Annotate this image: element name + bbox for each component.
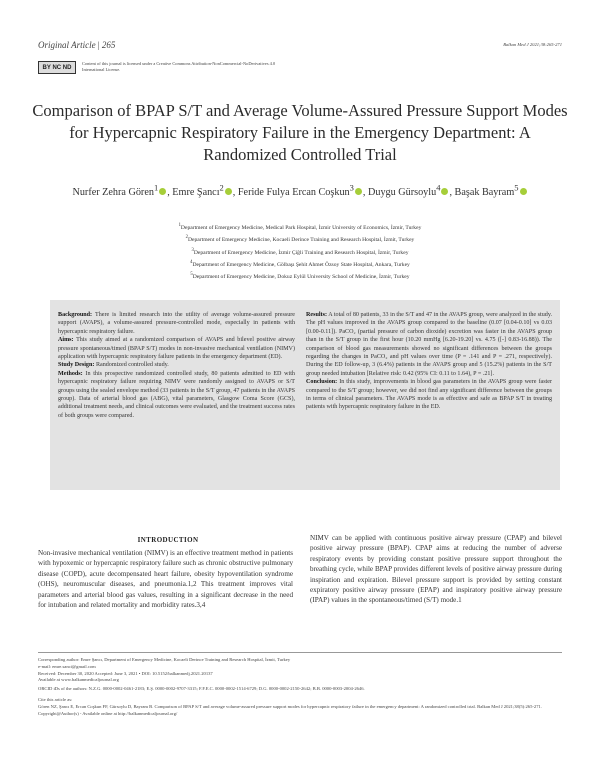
copyright[interactable]: Copyright@Author(s) - Available online at http://balkanmedicaljournal.org/ — [38, 710, 178, 716]
author-email[interactable]: e-mail: emre.sanci@gmail.com — [38, 663, 96, 669]
orcid-icon[interactable] — [159, 188, 166, 195]
cite-text: Gören NZ, Şancı E, Ercan Coşkun FF, Gürsoylu D, Bayram B. Comparison of BPAP S/T and average volume-assured pressure support modes for hypercapnic respiratory failure in the emergency department: A randomized controlled trial. Balkan Med J 2021;38(5):265-271. — [38, 703, 542, 709]
affiliation-list — [30, 221, 570, 282]
author: Nurfer Zehra Gören$^1$ , — [72, 183, 173, 199]
orcid-icon[interactable] — [520, 188, 527, 195]
intro-paragraph-1: Non-invasive mechanical ventilation (NIMV) is an effective treatment method in patients with hypoxemic or hypercapnic respiratory failure such as chronic obstructive pulmonary disease (COPD), acute decompensated heart failure, obesity hypoventilation syndrome (OHS), neuromuscular diseases, and pneumonia.1,2 This treatment improves vital parameters and arterial blood gas values, resulting in a significant decrease in the need for intubation and related mortality and morbidity rates.3,4 — [38, 549, 293, 610]
abstract-right-column — [306, 311, 552, 412]
affiliation: $^5$Department of Emergency Medicine, Dokuz Eylül University School of Medicine, İzmir, Turkey — [190, 272, 410, 280]
page-number: 265 — [101, 40, 116, 50]
author: Başak Bayram$^5$ — [455, 187, 528, 198]
running-header — [38, 40, 115, 50]
author-list — [30, 183, 570, 198]
cite-label: Cite this article as: — [38, 697, 73, 702]
available-link[interactable]: Available at www.balkanmedicaljournal.org — [38, 677, 119, 683]
cc-badge-text: BY NC ND — [42, 64, 72, 71]
orcid-icon[interactable] — [441, 188, 448, 195]
citation-block — [38, 697, 562, 717]
affiliation: $^3$Department of Emergency Medicine, İzmir Çiğli Training and Research Hospital, İzmir, Turkey — [191, 247, 409, 256]
author: Emre Şancı$^2$ , — [172, 183, 238, 199]
affiliation: $^2$Department of Emergency Medicine, Kocaeli Derince Training and Research Hospital, İzmit, Turkey — [185, 235, 415, 244]
abstract-results: Results: A total of 80 patients, 33 in the S/T and 47 in the AVAPS group, were analyzed in the study. The pH values improved in the AVAPS group compared to the baseline (0.07 [0.04-0.10] vs 0.03 [0.00-0.11]). PaCO₂ (partial pressure of carbon dioxide) excretion was faster in the AVAPS group than in the S/T group in the first hour (10.20 mmHg [6.20-19.20] vs. 4.75 ([-] 0.83-16.88)). The comparison of blood gas measurements showed no significant differences between the groups regarding the changes in PaCO₂ and pH values over time (P = .141 and P = .271, respectively). During the ED follow-up, 3 (6.4%) patients in the AVAPS group and 5 (15.2%) patients in the S/T group needed intubation [Relative risk: 0.42 (95% CI: 0.11 to 1.64), P = .21]. — [306, 312, 553, 377]
intro-paragraph-2: NIMV can be applied with continuous positive airway pressure (CPAP) and bilevel positive airway pressure (BPAP). CPAP aims at reducing the number of adverse respiratory events by providing constant positive pressure support throughout the breathing cycle, while BPAP provides different levels of positive airway pressure during inspiration and expiration. Bilevel pressure support is provided by setting constant expiratory positive airway pressure (EPAP) and inspiratory positive airway pressure (IPAP) values in the spontaneous/timed (S/T) mode.1 — [310, 534, 562, 605]
header-separator: | — [97, 40, 100, 50]
abstract-aims: Aims: This study aimed at a randomized comparison of AVAPS and bilevel positive airway pressure spontaneous/timed (BPAP S/T) modes in non-invasive mechanical ventilation (NIMV) application with hypercapnic respiratory failure patients in the emergency department (ED). — [58, 337, 295, 361]
abstract-design: Study Design: Randomized controlled study. — [58, 362, 169, 369]
orcid-ids: ORCID iDs of the authors: N.Z.G. 0000-0002-0461-2183; E.Ş. 0000-0002-9707-3315; F.F.E.C. 0000-0002-1514-6729; D.G. 0000-0002-2150-2642; B.B. 0000-0003-2004-2646. — [38, 686, 365, 691]
orcid-icon[interactable] — [225, 188, 232, 195]
affiliation: $^4$Department of Emergency Medicine, Gölbaşı Şehit Ahmet Özsoy State Hospital, Ankara, Turkey — [190, 259, 410, 268]
author: Duygu Gürsoylu$^4$ , — [368, 183, 455, 199]
abstract-methods: Methods: In this prospective randomized controlled study, 80 patients admitted to ED with hypercapnic respiratory failure requiring NIMV were randomly assigned to AVAPS or S/T groups using the sealed envelope method (33 patients in the S/T group, 47 patients in the AVAPS group). Data of arterial blood gas (ABG), vital parameters, Glasgow Coma Score (GCS), additional treatment needs, and clinical outcomes were evaluated, and the treatment success rates of both groups were compared. — [58, 370, 295, 419]
orcid-icon[interactable] — [355, 188, 362, 195]
footer-metadata — [38, 657, 562, 684]
abstract-conclusion: Conclusion: In this study, improvements in blood gas parameters in the AVAPS group were faster compared to the S/T group; however, we did not find any significant difference between the groups in terms of clinical parameters. The AVAPS mode is as effective and safe as BPAP S/T in treating patients with hypercapnic respiratory failure in the ED. — [306, 379, 552, 411]
abstract-left-column — [58, 311, 295, 420]
footer-rule — [38, 652, 562, 653]
article-title: Comparison of BPAP S/T and Average Volume-Assured Pressure Support Modes for Hypercapnic Respiratory Failure in the Emergency Department: A Randomized Controlled Trial — [32, 101, 568, 164]
received-info: Received: December 30, 2020 Accepted: June 3, 2021 • DOI: 10.5152/balkanmedj.2021.20137 — [38, 670, 213, 676]
introduction-left-column — [38, 548, 293, 610]
abstract-background: Background: There is limited research into the utility of average volume-assured pressure support (AVAPS), a volume-assured pressure-controlled mode, especially in patients with hypercapnic respiratory failure. — [58, 312, 295, 335]
cc-license-badge[interactable] — [38, 61, 76, 74]
license-text: Content of this journal is licensed under a Creative Commons Attribution-NonCommercial-NoDerivatives 4.0 International License. — [82, 61, 276, 72]
journal-reference: Balkan Med J 2021;38:265-271 — [503, 42, 562, 47]
author: Feride Fulya Ercan Coşkun$^3$ , — [237, 183, 368, 199]
affiliation: $^1$Department of Emergency Medicine, Medical Park Hospital, İzmir University of Economics, İzmir, Turkey — [178, 223, 422, 231]
introduction-right-column — [310, 533, 562, 606]
introduction-heading: INTRODUCTION — [137, 536, 199, 544]
corresponding-author: Corresponding author: Emre Şancı, Department of Emergency Medicine, Kocaeli Derince Training and Research Hospital, İzmit, Turkey — [38, 657, 291, 662]
section-label: Original Article — [38, 40, 96, 50]
